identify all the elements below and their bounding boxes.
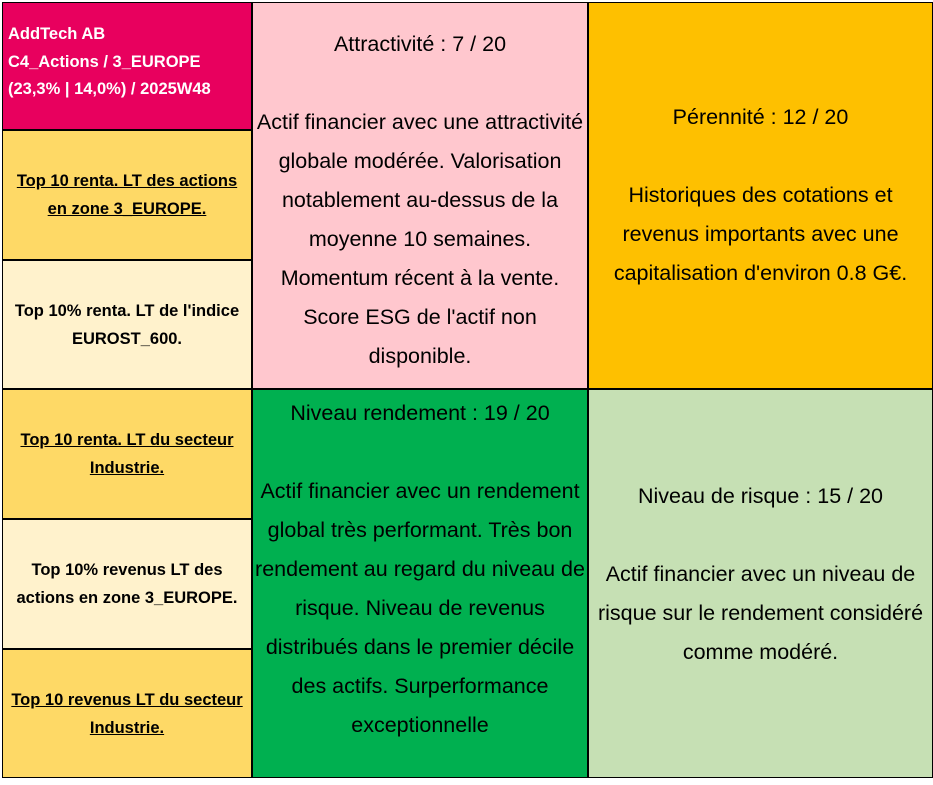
perennite-panel: [588, 2, 933, 389]
rendement-text: Actif financier avec un rendement global très performant. Très bon rendement au regard du niveau de risque. Niveau de revenus distribués dans le premier décile des actifs. Surperformance exceptionnelle: [255, 479, 585, 737]
perennite-title: Pérennité : 12 / 20: [672, 105, 849, 129]
risque-title: Niveau de risque : 15 / 20: [637, 484, 883, 508]
asset-name: AddTech AB: [8, 25, 106, 43]
attractivite-text: Actif financier avec une attractivité globale modérée. Valorisation notablement au-dessus de la moyenne 10 semaines. Momentum récent à la vente. Score ESG de l'actif non disponible.: [256, 110, 584, 368]
label-text: Top 10 renta. LT du secteur Industrie.: [20, 431, 234, 477]
asset-category: C4_Actions / 3_EUROPE: [8, 52, 201, 71]
label-top10-renta-zone: [2, 130, 252, 260]
label-text: Top 10% revenus LT des actions en zone 3_EUROPE.: [16, 561, 238, 607]
label-text: Top 10 revenus LT du secteur Industrie.: [11, 690, 243, 737]
label-top10pct-renta-indice: [2, 260, 252, 389]
rendement-panel: [252, 389, 588, 778]
label-text: Top 10% renta. LT de l'indice EUROST_600.: [14, 301, 240, 348]
label-top10-revenus-secteur: [2, 649, 252, 778]
label-top10-renta-secteur: [2, 389, 252, 519]
label-top10pct-revenus-zone: [2, 519, 252, 649]
attractivite-panel: [252, 2, 588, 389]
asset-header: [2, 2, 252, 130]
label-text: Top 10 renta. LT des actions en zone 3_EUROPE.: [16, 172, 238, 218]
rendement-title: Niveau rendement : 19 / 20: [290, 401, 550, 425]
risque-panel: [588, 389, 933, 778]
perennite-text: Historiques des cotations et revenus importants avec une capitalisation d'environ 0.8 G€.: [613, 183, 908, 285]
risque-text: Actif financier avec un niveau de risque sur le rendement considéré comme modéré.: [597, 562, 924, 664]
asset-stats: (23,3% | 14,0%) / 2025W48: [8, 80, 211, 98]
attractivite-title: Attractivité : 7 / 20: [333, 32, 507, 56]
